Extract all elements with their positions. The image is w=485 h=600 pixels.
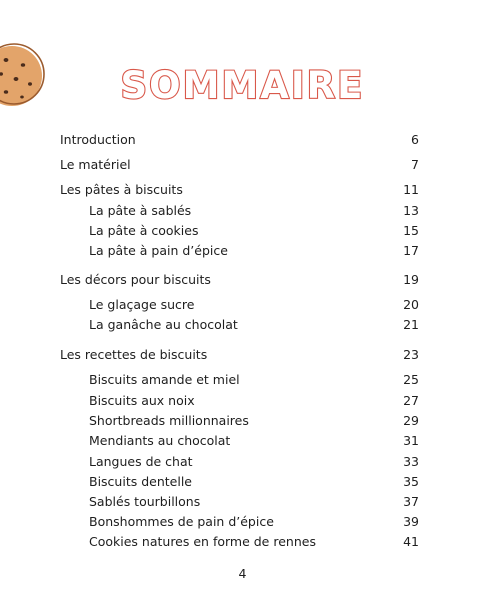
toc-entry-page: 31 xyxy=(403,433,419,448)
toc-entry xyxy=(0,391,485,411)
toc-entry-label: Biscuits aux noix xyxy=(89,393,195,408)
toc-entry-label: Les décors pour biscuits xyxy=(60,272,211,287)
toc-entry-label: La pâte à sablés xyxy=(89,203,192,218)
toc-entry xyxy=(0,241,485,261)
toc-entry-page: 7 xyxy=(411,157,419,172)
toc-entry-label: La pâte à pain d’épice xyxy=(89,243,228,258)
toc-entry-label: Le matériel xyxy=(60,157,131,172)
toc-entry-label: Bonshommes de pain d’épice xyxy=(89,514,274,529)
toc-entry-page: 20 xyxy=(403,297,419,312)
toc-entry-page: 21 xyxy=(403,317,419,332)
toc-entry-label: Mendiants au chocolat xyxy=(89,433,231,448)
toc-entry xyxy=(0,431,485,451)
toc-entry xyxy=(0,180,485,200)
toc-entry xyxy=(0,411,485,431)
toc-entry-page: 35 xyxy=(403,474,419,489)
toc-entry xyxy=(0,370,485,390)
toc-entry xyxy=(0,295,485,315)
toc-entry xyxy=(0,512,485,532)
toc-entry-page: 39 xyxy=(403,514,419,529)
toc-entry xyxy=(0,270,485,290)
toc-entry xyxy=(0,472,485,492)
toc-entry-label: Cookies natures en forme de rennes xyxy=(89,534,316,549)
toc-entry-label: Les recettes de biscuits xyxy=(60,347,208,362)
page-title: SOMMAIRE xyxy=(120,64,365,107)
toc-entry-label: Sablés tourbillons xyxy=(89,494,201,509)
toc-entry-page: 23 xyxy=(403,347,419,362)
page-number: 4 xyxy=(238,566,247,581)
toc-entry xyxy=(0,532,485,552)
toc-entry xyxy=(0,345,485,365)
toc-entry-page: 17 xyxy=(403,243,419,258)
toc-entry-page: 19 xyxy=(403,272,419,287)
toc-entry-label: La ganâche au chocolat xyxy=(89,317,238,332)
toc-entry-label: Biscuits amande et miel xyxy=(89,372,240,387)
toc-entry xyxy=(0,130,485,150)
toc-entry-label: La pâte à cookies xyxy=(89,223,199,238)
toc-entry xyxy=(0,492,485,512)
toc-entry-page: 41 xyxy=(403,534,419,549)
toc-entry-page: 15 xyxy=(403,223,419,238)
toc-entry-page: 33 xyxy=(403,454,419,469)
toc-entry xyxy=(0,155,485,175)
toc-entry-page: 11 xyxy=(403,182,419,197)
toc-entry-label: Introduction xyxy=(60,132,136,147)
toc-entry-page: 25 xyxy=(403,372,419,387)
toc-entry-page: 6 xyxy=(411,132,419,147)
toc-entry-label: Shortbreads millionnaires xyxy=(89,413,249,428)
toc-entry-label: Biscuits dentelle xyxy=(89,474,192,489)
toc-entry xyxy=(0,201,485,221)
toc-entry-label: Le glaçage sucre xyxy=(89,297,195,312)
toc-entry-page: 13 xyxy=(403,203,419,218)
toc-entry-label: Langues de chat xyxy=(89,454,193,469)
toc-entry xyxy=(0,452,485,472)
toc-entry xyxy=(0,315,485,335)
toc-entry-page: 27 xyxy=(403,393,419,408)
toc-entry-page: 37 xyxy=(403,494,419,509)
toc-entry-page: 29 xyxy=(403,413,419,428)
toc-entry xyxy=(0,221,485,241)
toc-entry-label: Les pâtes à biscuits xyxy=(60,182,183,197)
